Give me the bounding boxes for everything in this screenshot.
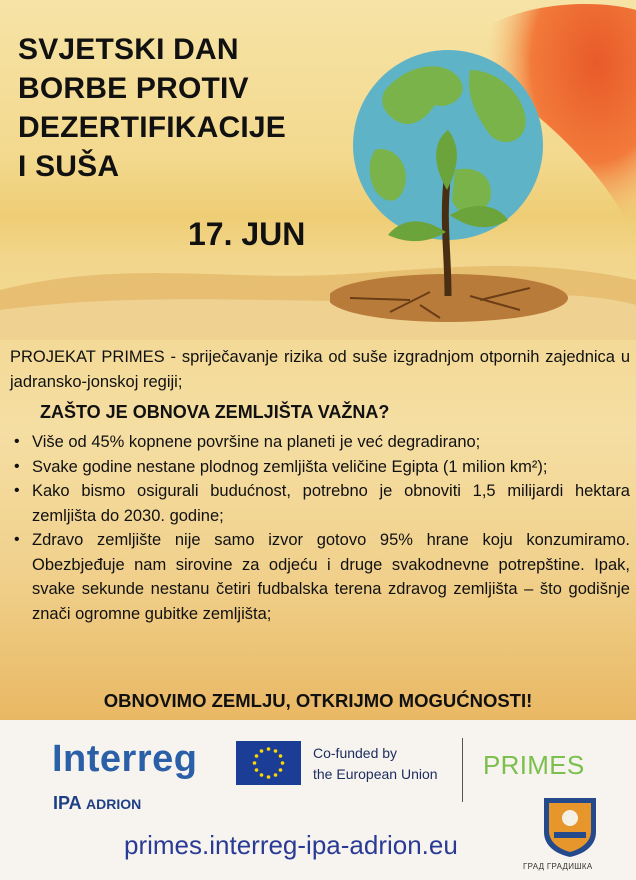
facts-list <box>10 430 630 626</box>
project-intro: PROJEKAT PRIMES - spriječavanje rizika od suše izgradnjom otpornih zajednica u jadransko-jonskoj regiji; <box>10 348 630 391</box>
cofunded-text <box>313 743 438 785</box>
burning-earth-illustration <box>330 0 636 330</box>
title-line: I SUŠA <box>18 150 120 183</box>
list-item: • Kako bismo osigurali budućnost, potrebno je obnoviti 1,5 milijardi hektara zemljišta do 2030. godine; <box>10 479 630 528</box>
primes-logo: PRIMES <box>483 750 585 780</box>
call-to-action: OBNOVIMO ZEMLJU, OTKRIJMO MOGUĆNOSTI! <box>103 690 533 711</box>
cofunded-line: Co-funded by <box>313 745 398 761</box>
ipa-adrion-logo <box>53 793 141 814</box>
list-item: • Zdravo zemljište nije samo izvor gotovo 95% hrane koju konzumiramo. Obezbjeđuje nam sirovine za odjeću i druge svakodnevne potrepštine. Ipak, svake sekunde nestanu četiri fudbalska terena zdravog zemljišta – što godišnje znači ogromne gubitke zemljišta; <box>10 528 630 626</box>
city-crest-icon <box>540 794 600 858</box>
section-heading: ZAŠTO JE OBNOVA ZEMLJIŠTA VAŽNA? <box>40 402 390 422</box>
list-item: • Više od 45% kopnene površine na planeti je već degradirano; <box>10 430 630 455</box>
website-link[interactable]: primes.interreg-ipa-adrion.eu <box>124 830 458 860</box>
list-item: • Svake godine nestane plodnog zemljišta veličine Egipta (1 milion km²); <box>10 455 630 480</box>
interreg-logo: Interreg <box>52 738 198 780</box>
poster-title <box>18 30 286 186</box>
title-line: BORBE PROTIV <box>18 72 249 105</box>
cofunded-line: the European Union <box>313 766 438 782</box>
title-line: SVJETSKI DAN <box>18 33 239 66</box>
eu-flag-icon <box>236 741 301 785</box>
adrion-label: ADRION <box>86 796 142 812</box>
ipa-label: IPA <box>53 793 82 813</box>
city-name: ГРАД ГРАДИШКА <box>523 862 593 871</box>
divider <box>462 738 463 802</box>
event-date: 17. JUN <box>188 216 306 252</box>
title-line: DEZERTIFIKACIJE <box>18 111 287 144</box>
